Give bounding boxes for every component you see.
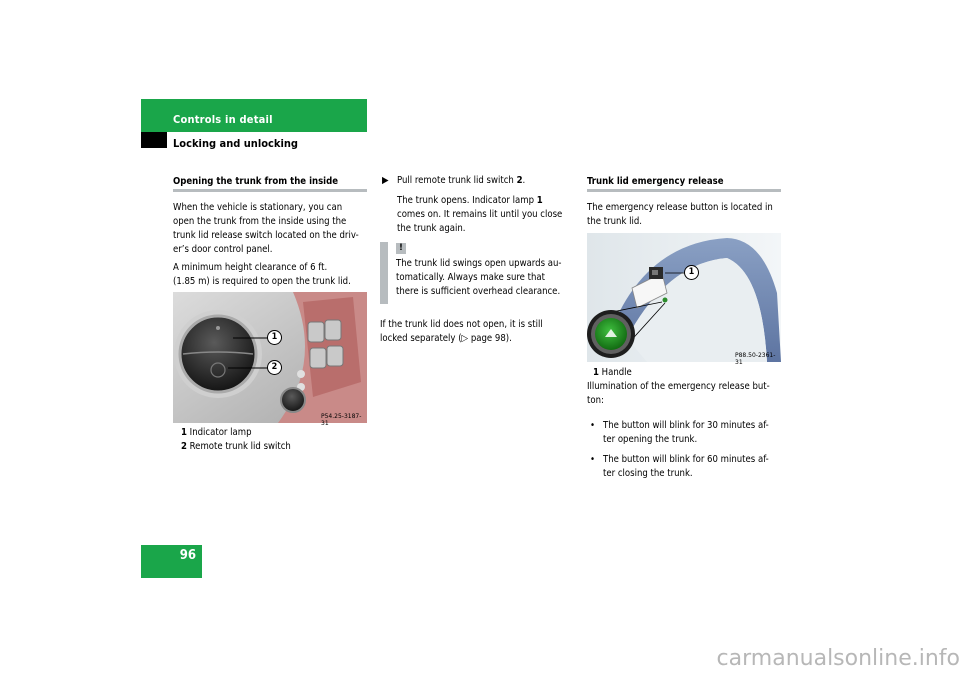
callout-1: 1 <box>267 330 282 345</box>
callout-2: 2 <box>267 360 282 375</box>
warning-bar <box>380 242 388 304</box>
legend-item-2: 2 Remote trunk lid switch <box>181 441 291 452</box>
section-title: Locking and unlocking <box>173 137 299 150</box>
trunk-lid-image <box>587 233 781 366</box>
image-code-2: P88.50-2361-31 <box>735 352 776 366</box>
header-marker <box>141 132 167 148</box>
page-number: 96 <box>179 548 196 563</box>
bullet-2: The button will blink for 60 minutes af- ter closing the trunk. <box>603 454 769 479</box>
col1-para1: When the vehicle is stationary, you can open the trunk from the inside using the trunk lid release switch located on the driv- er’s door control panel. <box>173 202 359 255</box>
warning-icon: ! <box>396 243 406 254</box>
legend-handle: 1 Handle <box>593 367 632 378</box>
step-result: The trunk opens. Indicator lamp 1 comes on. It remains lit until you close the trunk again. <box>397 195 563 234</box>
col3-heading: Trunk lid emergency release <box>587 176 724 187</box>
warning-text: The trunk lid swings open upwards au- tomatically. Always make sure that there is sufficient overhead clearance. <box>396 258 562 297</box>
illumination-text: Illumination of the emergency release but- ton: <box>587 381 770 406</box>
col1-heading-rule <box>173 189 367 192</box>
col3-intro: The emergency release button is located in the trunk lid. <box>587 202 773 227</box>
door-panel-image <box>173 292 367 427</box>
chapter-title: Controls in detail <box>173 113 273 126</box>
bullet-2-icon: • <box>590 454 596 465</box>
watermark: carmanualsonline.info <box>716 646 960 671</box>
col1-heading: Opening the trunk from the inside <box>173 176 339 187</box>
door-panel-illustration <box>173 292 367 423</box>
image-code: P54.25-3187-31 <box>321 413 362 427</box>
legend-item-1: 1 Indicator lamp <box>181 427 252 438</box>
bullet-1-icon: • <box>590 420 596 431</box>
col3-heading-rule <box>587 189 781 192</box>
step-text: Pull remote trunk lid switch 2. <box>397 175 526 186</box>
col1-para2: A minimum height clearance of 6 ft. (1.85 m) is required to open the trunk lid. <box>173 262 351 287</box>
bullet-1: The button will blink for 30 minutes af- ter opening the trunk. <box>603 420 769 445</box>
callout-handle: 1 <box>684 265 699 280</box>
col2-para: If the trunk lid does not open, it is still locked separately (▷ page 98). <box>380 319 543 344</box>
step-arrow-icon: ▶ <box>382 175 389 186</box>
trunk-lid-illustration <box>587 233 781 362</box>
